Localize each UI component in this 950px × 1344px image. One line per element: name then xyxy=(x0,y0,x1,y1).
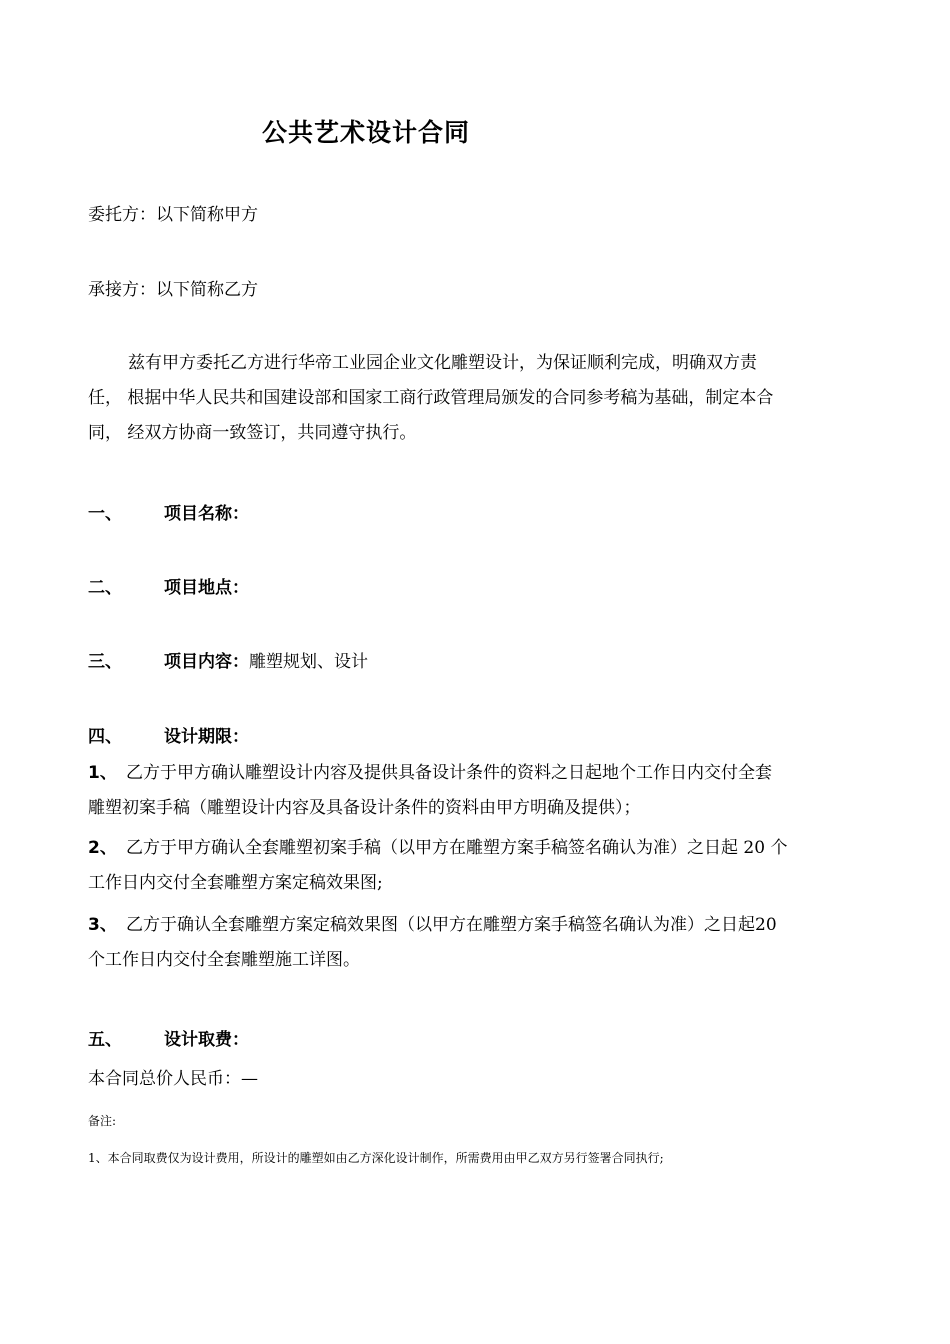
section-number: 二、 xyxy=(88,578,122,598)
section-heading: 项目内容： xyxy=(164,652,249,672)
section-number: 三、 xyxy=(88,652,122,672)
term-text: 雕塑初案手稿（雕塑设计内容及具备设计条件的资料由甲方明确及提供）； xyxy=(88,798,641,818)
section-design-fee xyxy=(88,1029,249,1051)
term-text: 乙方于甲方确认全套雕塑初案手稿（以甲方在雕塑方案手稿签名确认为准）之日起 20 个 xyxy=(126,838,788,858)
document-title: 公共艺术设计合同 xyxy=(262,118,471,147)
total-price: 本合同总价人民币：— xyxy=(88,1069,258,1089)
intro-line: 同， 经双方协商一致签订，共同遵守执行。 xyxy=(88,423,417,443)
client-party: 委托方：以下简称甲方 xyxy=(88,205,258,225)
term-number: 2、 xyxy=(88,838,117,858)
term-item-1 xyxy=(88,756,878,826)
section-heading: 设计期限： xyxy=(164,727,249,747)
term-number: 3、 xyxy=(88,915,117,935)
intro-paragraph xyxy=(88,346,868,451)
section-heading: 项目地点： xyxy=(164,578,249,598)
term-text: 工作日内交付全套雕塑方案定稿效果图; xyxy=(88,873,383,893)
section-number: 四、 xyxy=(88,727,122,747)
term-text: 乙方于甲方确认雕塑设计内容及提供具备设计条件的资料之日起地个工作日内交付全套 xyxy=(126,763,772,783)
section-project-content xyxy=(88,651,368,673)
term-item-3 xyxy=(88,908,878,978)
section-design-period xyxy=(88,726,249,748)
term-text: 个工作日内交付全套雕塑施工详图。 xyxy=(88,950,360,970)
section-text: 雕塑规划、设计 xyxy=(249,652,368,672)
section-number: 五、 xyxy=(88,1030,122,1050)
intro-line: 兹有甲方委托乙方进行华帝工业园企业文化雕塑设计，为保证顺利完成，明确双方责 xyxy=(128,353,757,373)
term-item-2 xyxy=(88,831,878,901)
intro-line: 任， 根据中华人民共和国建设部和国家工商行政管理局颁发的合同参考稿为基础，制定本合 xyxy=(88,388,774,408)
section-heading: 设计取费： xyxy=(164,1030,249,1050)
term-text: 乙方于确认全套雕塑方案定稿效果图（以甲方在雕塑方案手稿签名确认为准）之日起20 xyxy=(126,915,777,935)
section-heading: 项目名称： xyxy=(164,504,249,524)
section-project-name xyxy=(88,503,249,525)
note-item: 1、本合同取费仅为设计费用，所设计的雕塑如由乙方深化设计制作，所需费用由甲乙双方另行签署合同执行; xyxy=(88,1151,664,1165)
term-number: 1、 xyxy=(88,763,117,783)
section-project-location xyxy=(88,577,249,599)
section-number: 一、 xyxy=(88,504,122,524)
contractor-party: 承接方：以下简称乙方 xyxy=(88,280,258,300)
note-label: 备注: xyxy=(88,1114,117,1128)
